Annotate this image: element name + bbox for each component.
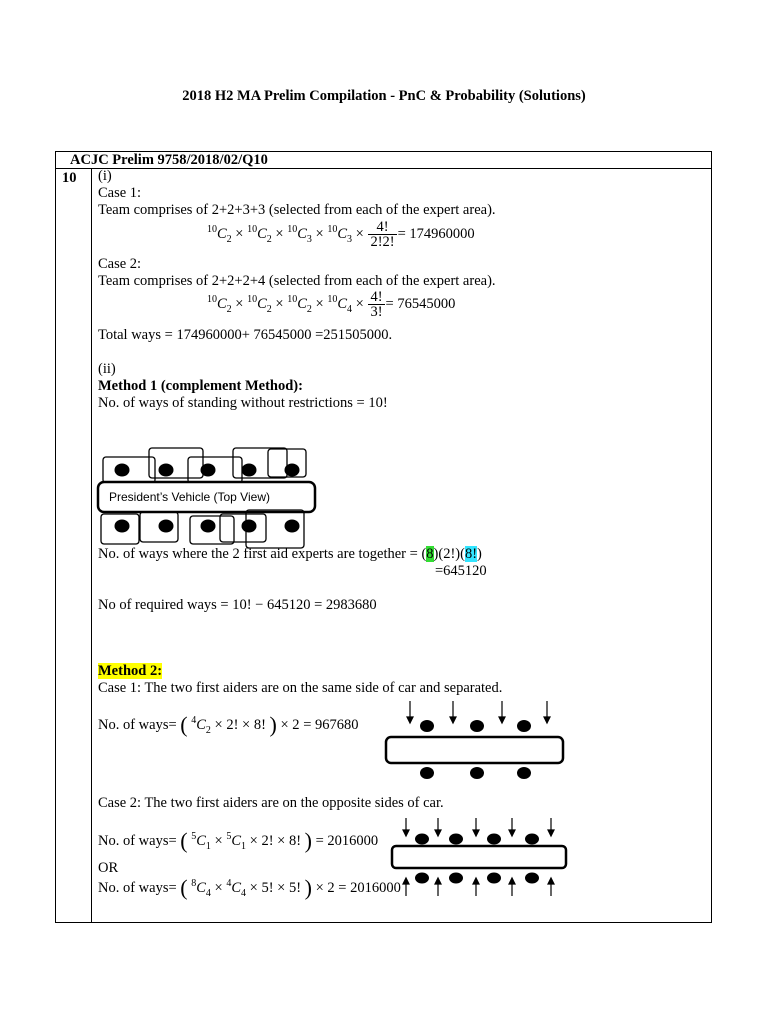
total-ways: Total ways = 174960000+ 76545000 =251505000. xyxy=(98,327,393,343)
m2-case2-result: = 2016000 xyxy=(315,833,379,849)
vehicle-diagram xyxy=(98,444,320,552)
m2-case1-ways-label: No. of ways= xyxy=(98,717,177,733)
m2-case2b-result: = 2016000 xyxy=(338,880,401,896)
together-highlight-b: 8! xyxy=(464,546,478,562)
case1-frac-den: 2!2! xyxy=(370,234,395,250)
page-title: 2018 H2 MA Prelim Compilation - PnC & Probability (Solutions) xyxy=(182,88,586,104)
case1-top-people xyxy=(420,720,531,732)
case1-diagram xyxy=(384,697,568,783)
m2-case1-text: Case 1: The two first aiders are on the same side of car and separated. xyxy=(98,680,503,696)
together-suffix: ) xyxy=(477,546,482,562)
case1-label: Case 1: xyxy=(98,185,142,201)
case1-arrows xyxy=(407,701,550,723)
part-ii-label: (ii) xyxy=(98,361,116,377)
case2-top-arrows xyxy=(403,818,554,836)
case2-diagram xyxy=(396,812,572,900)
method1-heading: Method 1 (complement Method): xyxy=(98,378,303,394)
case2-formula: $^{10}C_2 \times ^{10}C_2 \times ^{10}C_2 \times ^{10}C_4$ × $\frac{4!}{3!}$ = 76545000 xyxy=(207,289,456,320)
m2-case2-text: Case 2: The two first aiders are on the opposite sides of car. xyxy=(98,795,444,811)
together-ways xyxy=(98,546,482,563)
together-mid: )(2!)( xyxy=(433,546,465,562)
case2-text: Team comprises of 2+2+2+4 (selected from each of the expert area). xyxy=(98,273,496,289)
question-header: ACJC Prelim 9758/2018/02/Q10 xyxy=(56,152,711,169)
m2-case2-formula: No. of ways= ( $^5C_1 \times ^5C_1 \times 2$! × 8! ) = 2016000 xyxy=(98,828,379,853)
case2-result: = 76545000 xyxy=(385,295,456,312)
together-highlight-a: 8 xyxy=(426,546,434,562)
case1-formula: $^{10}C_2 \times ^{10}C_2 \times ^{10}C_3 \times ^{10}C_3$ × $\frac{4!}{2!2!}$ = 174960000 xyxy=(207,219,475,250)
case1-vehicle xyxy=(386,737,563,763)
unrestricted-ways: No. of ways of standing without restrictions = 10! xyxy=(98,395,388,411)
case2-frac-den: 3! xyxy=(370,304,383,320)
bottom-people xyxy=(115,520,300,533)
m2-case2b-formula: No. of ways= ( $^8C_4 \times ^4C_4 \times 5$! × 5! ) × 2 = 2016000 xyxy=(98,875,401,900)
case1-text: Team comprises of 2+2+3+3 (selected from each of the expert area). xyxy=(98,202,496,218)
m2-case2-ways-label: No. of ways= xyxy=(98,833,177,849)
required-ways: No of required ways = 10! − 645120 = 2983680 xyxy=(98,597,377,613)
top-people xyxy=(115,464,300,477)
vehicle-label: President’s Vehicle (Top View) xyxy=(109,490,270,504)
m2-case2b-ways-label: No. of ways= xyxy=(98,880,177,896)
question-number-column xyxy=(56,169,92,922)
m2-case1-formula: No. of ways= ( $^4C_2 \times 2$! × 8! ) × 2 = 967680 xyxy=(98,712,359,737)
question-number: 10 xyxy=(62,170,77,186)
part-i-label: (i) xyxy=(98,168,112,184)
case2-vehicle xyxy=(392,846,566,868)
case2-label: Case 2: xyxy=(98,256,142,272)
method2-heading-text: Method 2: xyxy=(98,663,163,679)
together-prefix: No. of ways where the 2 first aid experts are together = ( xyxy=(98,546,427,562)
method2-heading xyxy=(98,663,162,680)
m2-case1-result: = 967680 xyxy=(303,717,359,733)
case1-frac-num: 4! xyxy=(368,220,396,235)
case2-frac-num: 4! xyxy=(370,289,383,305)
or-text: OR xyxy=(98,860,119,876)
case1-result: = 174960000 xyxy=(397,225,475,242)
together-result: =645120 xyxy=(435,563,487,579)
case1-bottom-people xyxy=(420,767,531,779)
